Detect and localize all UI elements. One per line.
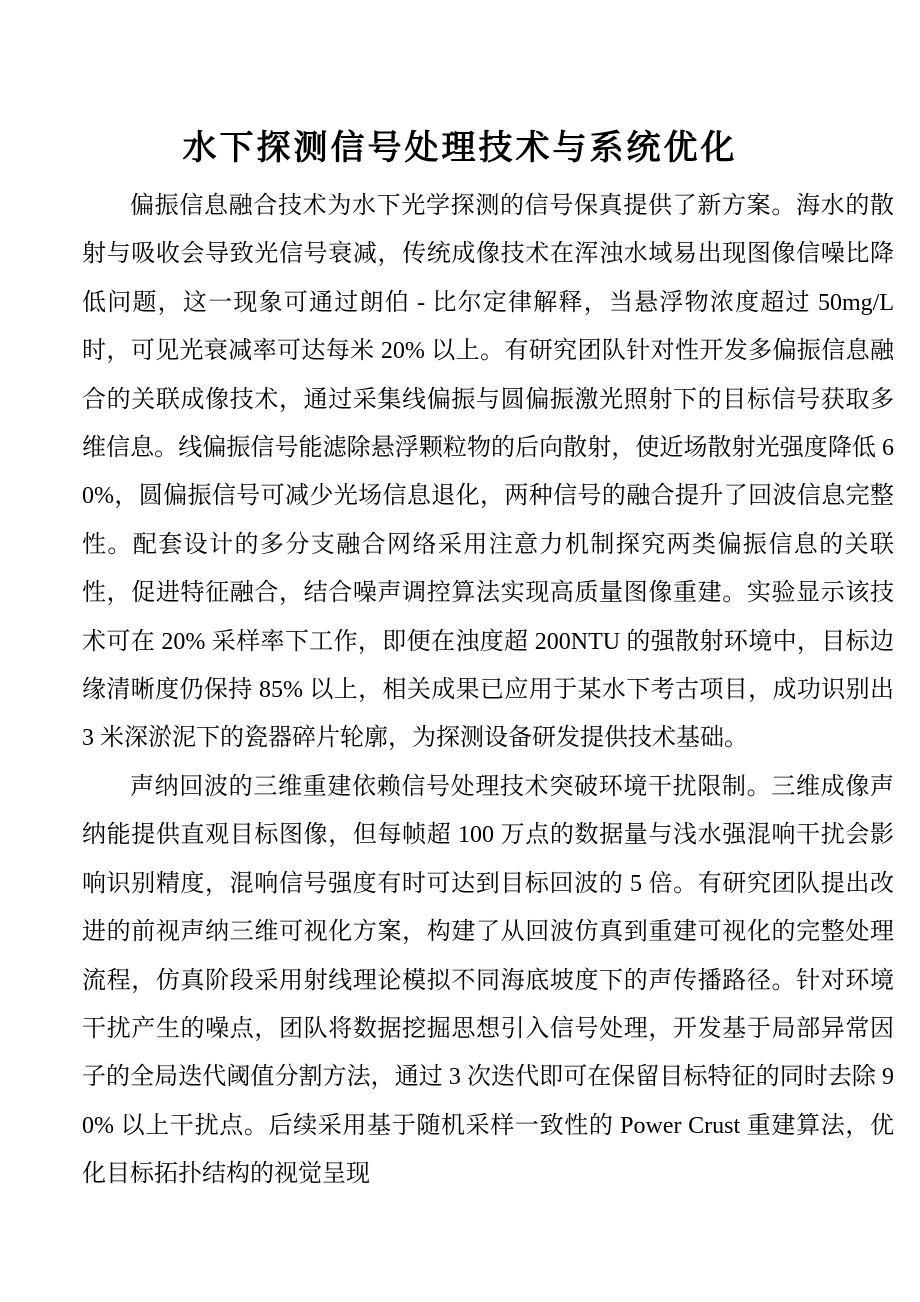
document-body xyxy=(82,182,894,1199)
document-title: 水下探测信号处理技术与系统优化 xyxy=(182,129,738,167)
paragraph-optical-polarization: 偏振信息融合技术为水下光学探测的信号保真提供了新方案。海水的散射与吸收会导致光信号衰减，传统成像技术在浑浊水域易出现图像信噪比降低问题，这一现象可通过朗伯 - 比尔定律解释，当悬浮物浓度超过 50mg/L 时，可见光衰减率可达每米 20% 以上。有研究团队针对性开发多偏振信息融合的关联成像技术，通过采集线偏振与圆偏振激光照射下的目标信号获取多维信息。线偏振信号能滤除悬浮颗粒物的后向散射，使近场散射光强度降低 60%，圆偏振信号可减少光场信息退化，两种信号的融合提升了回波信息完整性。配套设计的多分支融合网络采用注意力机制探究两类偏振信息的关联性，促进特征融合，结合噪声调控算法实现高质量图像重建。实验显示该技术可在 20% 采样率下工作，即便在浊度超 200NTU 的强散射环境中，目标边缘清晰度仍保持 85% 以上，相关成果已应用于某水下考古项目，成功识别出 3 米深淤泥下的瓷器碎片轮廓，为探测设备研发提供技术基础。 xyxy=(82,193,894,752)
paragraph-sonar-reconstruction: 声纳回波的三维重建依赖信号处理技术突破环境干扰限制。三维成像声纳能提供直观目标图像，但每帧超 100 万点的数据量与浅水强混响干扰会影响识别精度，混响信号强度有时可达到目标回波的 5 倍。有研究团队提出改进的前视声纳三维可视化方案，构建了从回波仿真到重建可视化的完整处理流程，仿真阶段采用射线理论模拟不同海底坡度下的声传播路径。针对环境干扰产生的噪点，团队将数据挖掘思想引入信号处理，开发基于局部异常因子的全局迭代阈值分割方法，通过 3 次迭代即可在保留目标特征的同时去除 90% 以上干扰点。后续采用基于随机采样一致性的 Power Crust 重建算法，优化目标拓扑结构的视觉呈现 xyxy=(82,773,894,1188)
